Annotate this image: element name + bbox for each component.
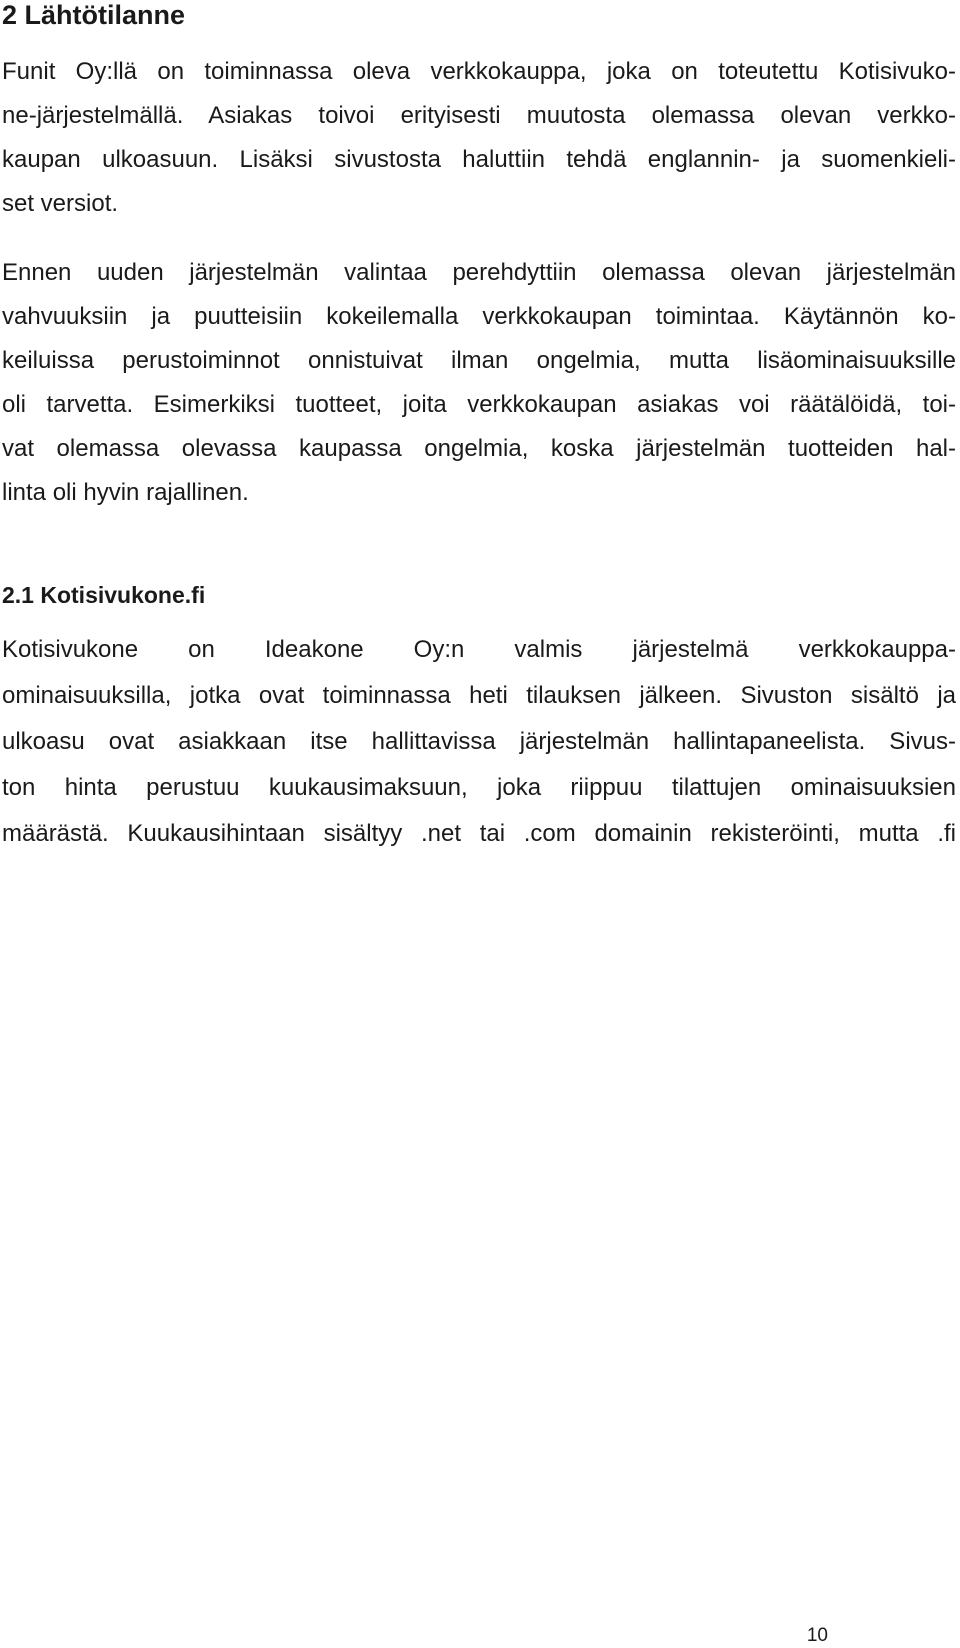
text-line: kaupan ulkoasuun. Lisäksi sivustosta haluttiin tehdä englannin- ja suomenkieli- — [2, 146, 956, 173]
page-number: 10 — [806, 1625, 828, 1646]
text-line: oli tarvetta. Esimerkiksi tuotteet, joita verkkokaupan asiakas voi räätälöidä, toi- — [2, 391, 956, 418]
text-line: Ennen uuden järjestelmän valintaa perehdyttiin olemassa olevan järjestelmän — [2, 259, 956, 286]
text-line: keiluissa perustoiminnot onnistuivat ilman ongelmia, mutta lisäominaisuuksille — [2, 347, 956, 374]
text-line: vat olemassa olevassa kaupassa ongelmia, koska järjestelmän tuotteiden hal- — [2, 435, 956, 462]
text-line: ton hinta perustuu kuukausimaksuun, joka riippuu tilattujen ominaisuuksien — [2, 774, 956, 801]
text-line: Funit Oy:llä on toiminnassa oleva verkkokauppa, joka on toteutettu Kotisivuko- — [2, 58, 956, 85]
text-line: ulkoasu ovat asiakkaan itse hallittavissa järjestelmän hallintapaneelista. Sivus- — [2, 728, 956, 755]
text-line: linta oli hyvin rajallinen. — [2, 479, 249, 506]
text-line: määrästä. Kuukausihintaan sisältyy .net tai .com domainin rekisteröinti, mutta .fi — [2, 820, 956, 847]
section-heading: 2 Lähtötilanne — [2, 0, 186, 30]
text-line: vahvuuksiin ja puutteisiin kokeilemalla verkkokaupan toimintaa. Käytännön ko- — [2, 303, 956, 330]
text-line: ominaisuuksilla, jotka ovat toiminnassa heti tilauksen jälkeen. Sivuston sisältö ja — [2, 682, 956, 709]
text-line: set versiot. — [2, 190, 119, 217]
text-line: Kotisivukone on Ideakone Oy:n valmis järjestelmä verkkokauppa- — [2, 636, 956, 663]
subsection-heading: 2.1 Kotisivukone.fi — [2, 582, 206, 608]
text-line: ne-järjestelmällä. Asiakas toivoi erityisesti muutosta olemassa olevan verkko- — [2, 102, 956, 129]
